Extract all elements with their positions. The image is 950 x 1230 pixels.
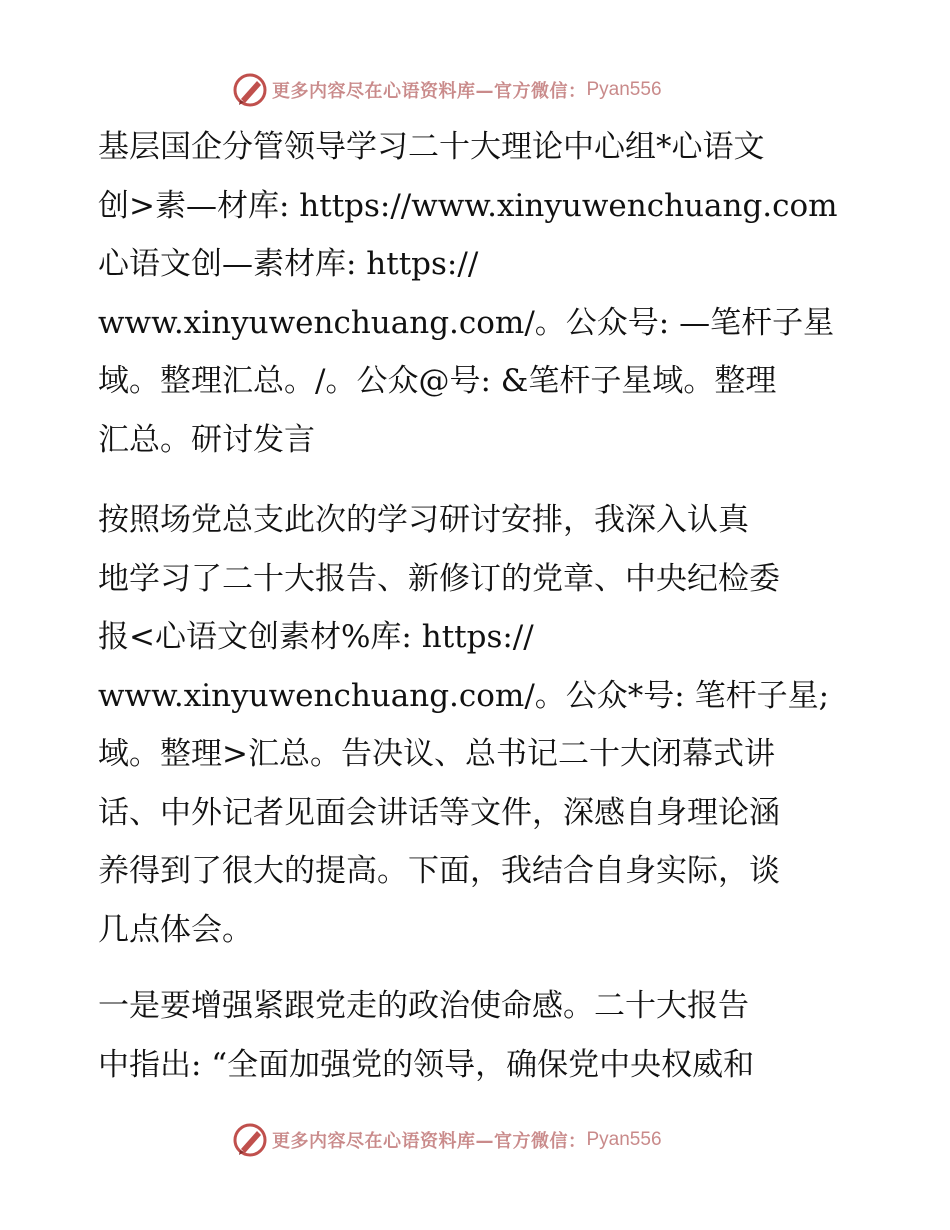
watermark-text: 更多内容尽在心语资料库—官方微信：	[272, 1131, 587, 1152]
text-line: 地学习了二十大报告、新修订的党章、中央纪检委	[98, 560, 780, 597]
paragraph-2	[98, 491, 858, 959]
text-line: 话、中外记者见面会讲话等文件，深感自身理论涵	[98, 794, 780, 831]
document-body	[98, 118, 858, 1094]
watermark-handle: Pyan556	[586, 1129, 662, 1150]
text-line: 按照场党总支此次的学习研讨安排，我深入认真	[98, 502, 749, 538]
text-line: 创>素—材库: https://www.xinyuwenchuang.com	[98, 187, 838, 224]
paragraph-3	[98, 977, 858, 1094]
text-line: 基层国企分管领导学习二十大理论中心组*心语文	[98, 129, 765, 165]
text-line: 中指出: “全面加强党的领导，确保党中央权威和	[98, 1046, 755, 1083]
watermark-header	[232, 72, 712, 108]
pen-logo-icon	[232, 1122, 268, 1158]
paragraph-1	[98, 118, 858, 469]
watermark-footer	[232, 1122, 712, 1158]
text-line: 汇总。研讨发言	[98, 421, 315, 458]
text-line: 心语文创—素材库: https://	[98, 246, 479, 282]
text-line: 域。整理>汇总。告决议、总书记二十大闭幕式讲	[98, 736, 775, 772]
pen-logo-icon	[232, 72, 268, 108]
text-line: 一是要增强紧跟党走的政治使命感。二十大报告	[98, 988, 749, 1024]
watermark-handle: Pyan556	[586, 79, 662, 100]
text-line: www.xinyuwenchuang.com/。公众*号: 笔杆子星;	[98, 677, 830, 714]
watermark-text: 更多内容尽在心语资料库—官方微信：	[272, 81, 587, 102]
text-line: 养得到了很大的提高。下面，我结合自身实际，谈	[98, 853, 780, 889]
text-line: 域。整理汇总。/。公众@号: &笔杆子星域。整理	[98, 363, 777, 399]
text-line: 几点体会。	[98, 911, 253, 948]
text-line: 报<心语文创素材%库: https://	[98, 619, 534, 655]
text-line: www.xinyuwenchuang.com/。公众号: —笔杆子星	[98, 304, 835, 341]
